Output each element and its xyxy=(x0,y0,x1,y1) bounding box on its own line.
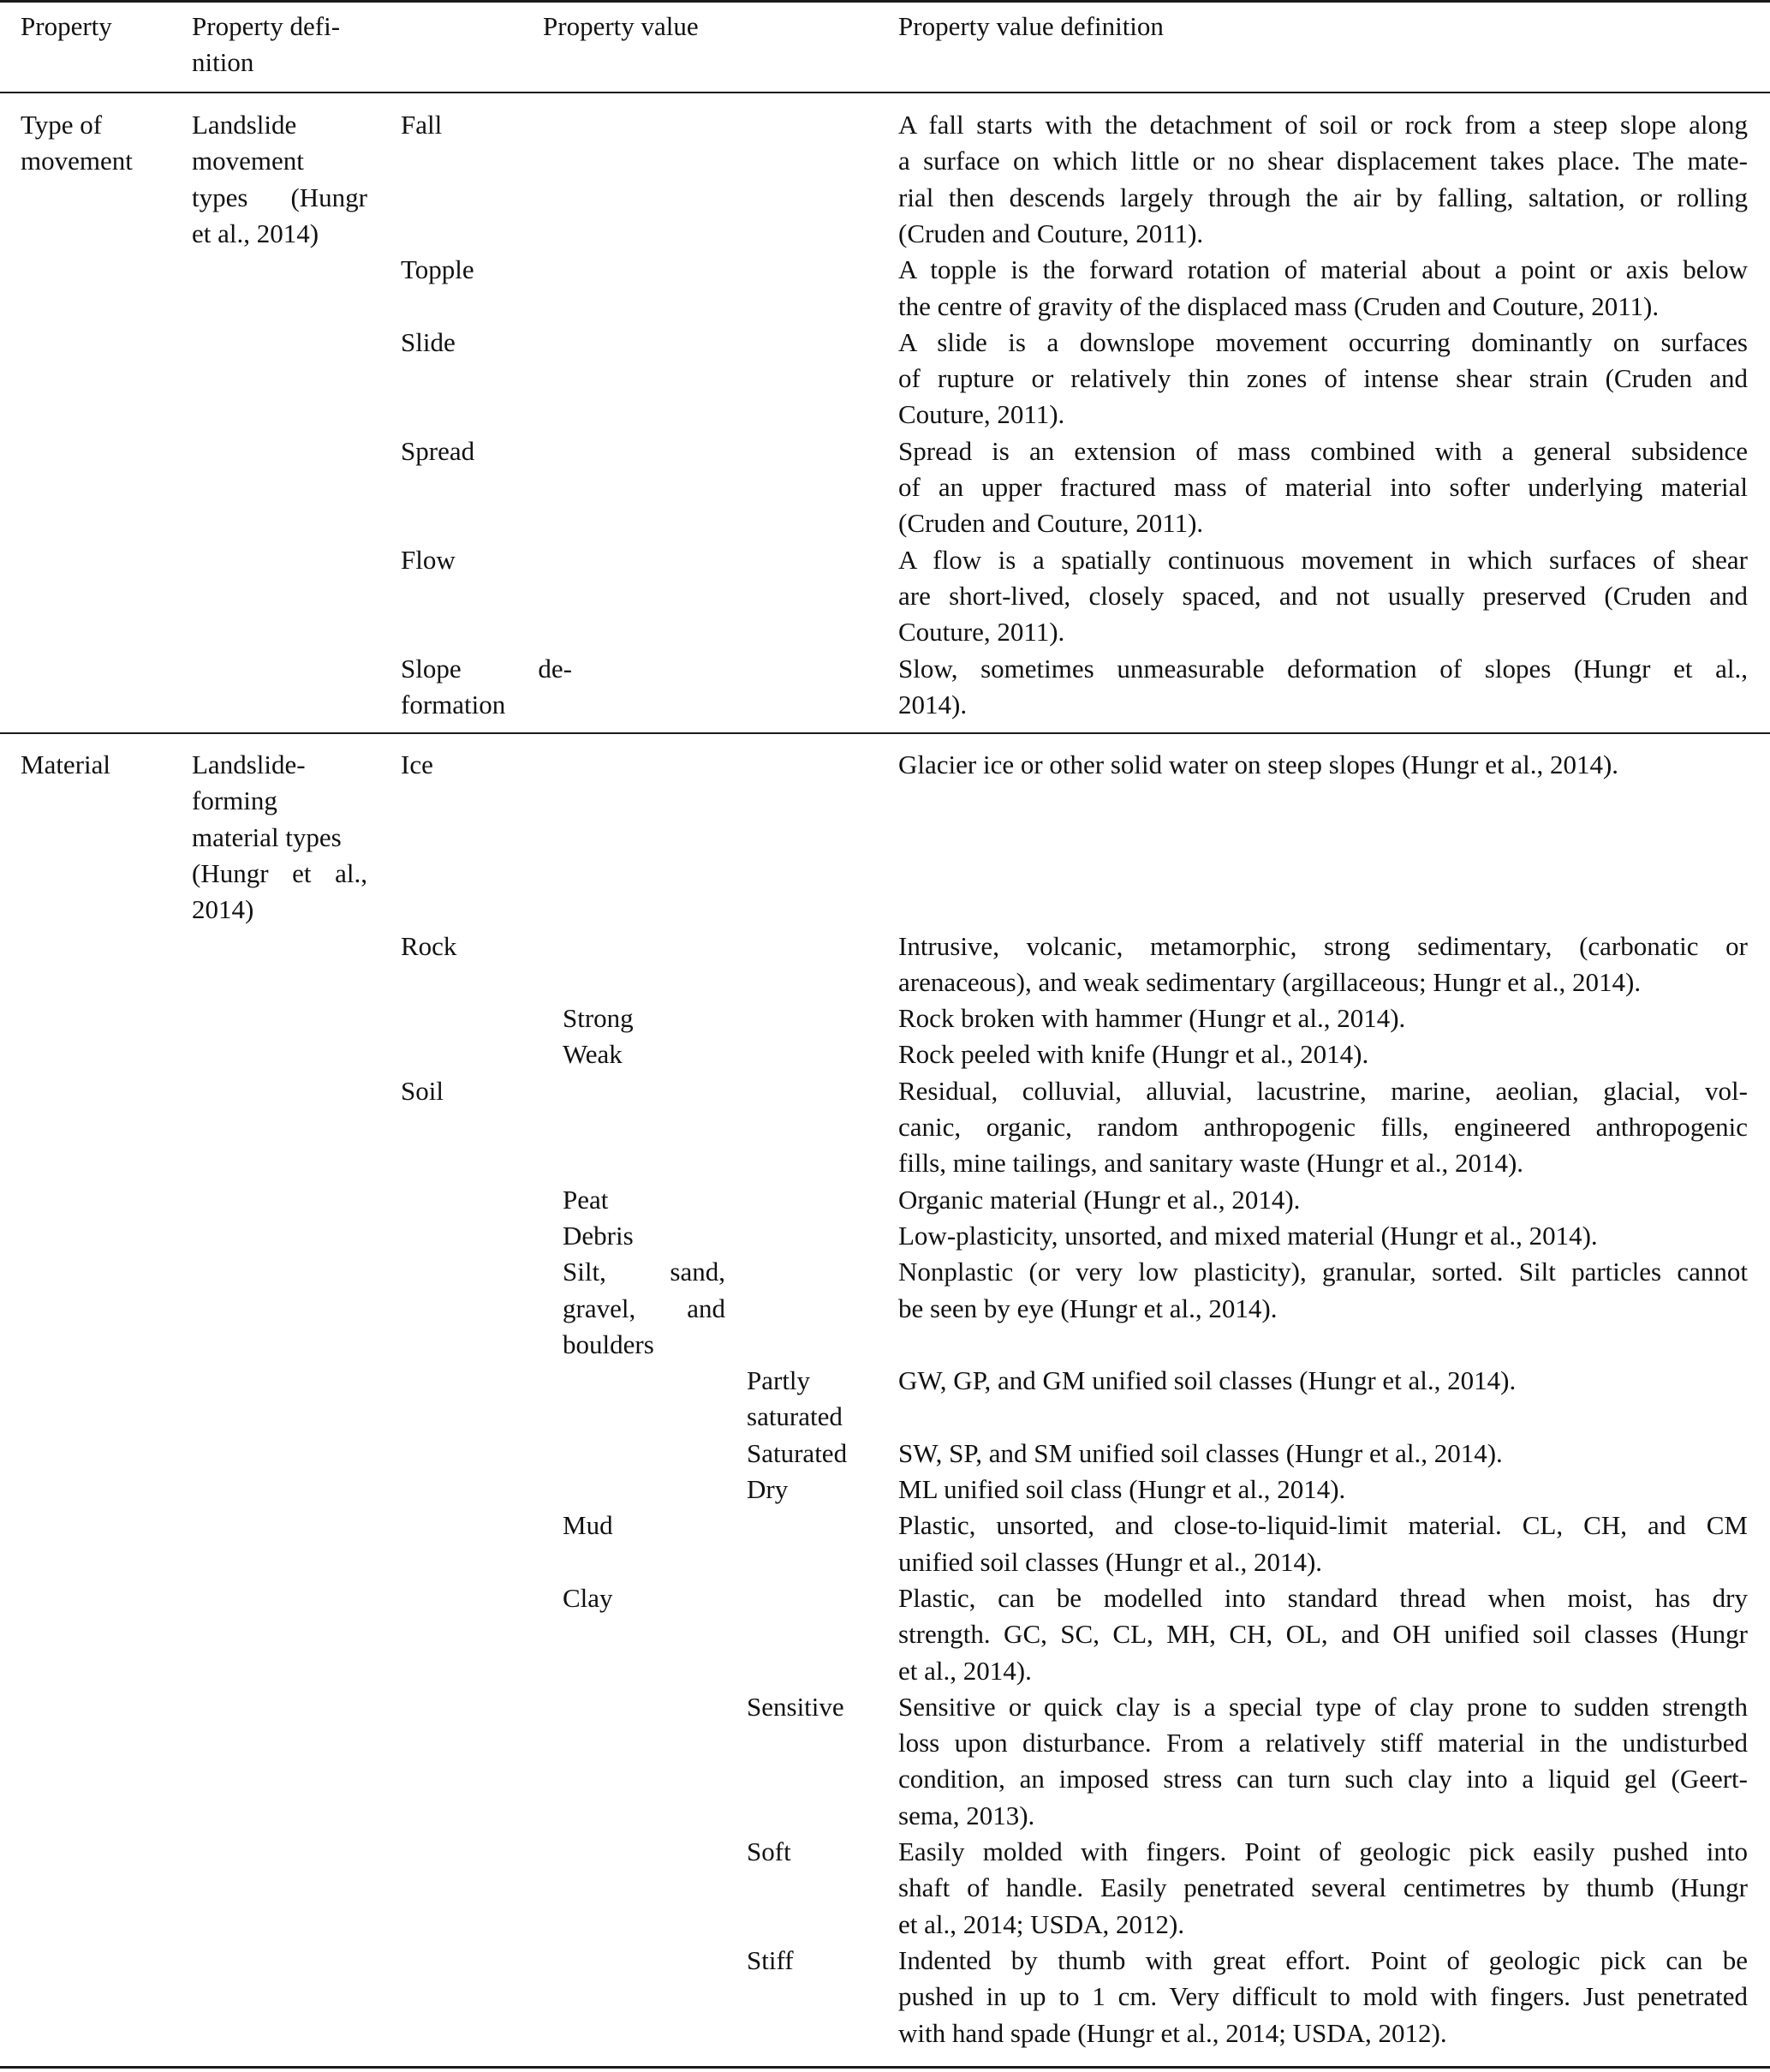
property-value-definition: condition, an imposed stress can turn such clay into a liquid gel (Geert- xyxy=(898,1764,1748,1794)
property-value-definition: with hand spade (Hungr et al., 2014; USDA, 2012). xyxy=(898,2017,1447,2048)
section-divider-rule xyxy=(0,732,1770,734)
property-value-definition: A slide is a downslope movement occurring dominantly on surfaces xyxy=(898,326,1748,357)
property-value: Silt, sand, xyxy=(563,1257,725,1287)
property-value: Dry xyxy=(747,1474,789,1504)
property-value: Soft xyxy=(747,1836,791,1866)
property-value: Flow xyxy=(401,544,456,575)
property-value-definition: (Cruden and Couture, 2011). xyxy=(898,218,1204,248)
property-value: Ice xyxy=(401,749,433,779)
property-value: Debris xyxy=(563,1220,634,1251)
property-value: Sensitive xyxy=(747,1691,844,1722)
property-value-definition: unified soil classes (Hungr et al., 2014). xyxy=(898,1546,1323,1577)
header-property-definition-line-1: Property defi- xyxy=(192,11,341,41)
section-property-definition: (Hungr et al., xyxy=(192,857,367,888)
section-property-definition: types (Hungr xyxy=(192,182,367,212)
property-value-definition: Indented by thumb with great effort. Point of geologic pick can be xyxy=(898,1944,1748,1975)
property-value-definition: Sensitive or quick clay is a special type of clay prone to sudden strength xyxy=(898,1691,1748,1722)
property-value-definition: et al., 2014). xyxy=(898,1655,1032,1686)
property-value: Rock xyxy=(401,930,457,961)
property-value: Slide xyxy=(401,326,456,357)
property-value-definition: (Cruden and Couture, 2011). xyxy=(898,508,1204,539)
table-bottom-rule xyxy=(0,2066,1770,2069)
property-value-definition: Slow, sometimes unmeasurable deformation of slopes (Hungr et al., xyxy=(898,653,1748,684)
section-property: movement xyxy=(21,146,133,176)
property-value-definition: SW, SP, and SM unified soil classes (Hungr et al., 2014). xyxy=(898,1437,1503,1468)
property-value: Saturated xyxy=(747,1437,848,1468)
property-value: Clay xyxy=(563,1582,613,1613)
property-value-definition: of an upper fractured mass of material into softer underlying material xyxy=(898,472,1748,502)
property-value-definition: Couture, 2011). xyxy=(898,399,1065,430)
property-value: Spread xyxy=(401,435,475,466)
property-value-definition: Low-plasticity, unsorted, and mixed material (Hungr et al., 2014). xyxy=(898,1220,1598,1251)
property-value-definition: fills, mine tailings, and sanitary waste (Hungr et al., 2014). xyxy=(898,1148,1524,1179)
property-value-definition: are short-lived, closely spaced, and not usually preserved (Cruden and xyxy=(898,580,1748,611)
property-value-definition: rial then descends largely through the air by falling, saltation, or rolling xyxy=(898,182,1748,212)
property-value: Peat xyxy=(563,1184,609,1215)
property-value-definition: Spread is an extension of mass combined with a general subsidence xyxy=(898,435,1748,466)
table-top-rule xyxy=(0,0,1770,3)
section-property-definition: Landslide xyxy=(192,110,297,140)
property-value: Topple xyxy=(401,254,474,285)
header-property-value: Property value xyxy=(543,11,699,41)
property-value-definition: a surface on which little or no shear displacement takes place. The mate- xyxy=(898,146,1748,176)
property-value-definition: shaft of handle. Easily penetrated several centimetres by thumb (Hungr xyxy=(898,1872,1748,1903)
property-value-definition: sema, 2013). xyxy=(898,1800,1035,1830)
property-value-definition: et al., 2014; USDA, 2012). xyxy=(898,1908,1185,1939)
section-property-definition: movement xyxy=(192,146,304,176)
property-value: saturated xyxy=(747,1401,843,1432)
property-value: Slope de- xyxy=(401,653,572,684)
property-value: boulders xyxy=(563,1329,654,1359)
property-value-definition: Plastic, can be modelled into standard thread when moist, has dry xyxy=(898,1582,1748,1613)
property-value: Mud xyxy=(563,1510,613,1541)
property-value-definition: of rupture or relatively thin zones of intense shear strain (Cruden and xyxy=(898,363,1748,394)
property-value: formation xyxy=(401,689,506,720)
header-property: Property xyxy=(21,11,112,41)
property-value-definition: Easily molded with fingers. Point of geologic pick easily pushed into xyxy=(898,1836,1748,1866)
section-property-definition: forming xyxy=(192,785,277,816)
property-value-definition: Rock peeled with knife (Hungr et al., 2014). xyxy=(898,1039,1369,1070)
property-value: Weak xyxy=(563,1039,623,1070)
property-value: Stiff xyxy=(747,1944,794,1975)
section-property-definition: Landslide- xyxy=(192,749,306,779)
section-property-definition: 2014) xyxy=(192,894,254,925)
property-value-definition: Organic material (Hungr et al., 2014). xyxy=(898,1184,1301,1215)
property-value-definition: A topple is the forward rotation of material about a point or axis below xyxy=(898,254,1748,285)
property-value: Soil xyxy=(401,1075,444,1106)
property-value-definition: Rock broken with hammer (Hungr et al., 2014). xyxy=(898,1003,1406,1034)
property-value-definition: Intrusive, volcanic, metamorphic, strong sedimentary, (carbonatic or xyxy=(898,930,1748,961)
property-value-definition: be seen by eye (Hungr et al., 2014). xyxy=(898,1293,1278,1323)
section-property-definition: material types xyxy=(192,821,342,852)
property-value-definition: Couture, 2011). xyxy=(898,617,1065,648)
property-value-definition: strength. GC, SC, CL, MH, CH, OL, and OH unified soil classes (Hungr xyxy=(898,1619,1748,1650)
property-value-definition: GW, GP, and GM unified soil classes (Hungr et al., 2014). xyxy=(898,1365,1517,1396)
property-value-definition: Glacier ice or other solid water on steep slopes (Hungr et al., 2014). xyxy=(898,749,1619,779)
property-value-definition: pushed in up to 1 cm. Very difficult to mold with fingers. Just penetrated xyxy=(898,1981,1748,2012)
header-property-definition-line-2: nition xyxy=(192,47,254,77)
property-value-definition: A fall starts with the detachment of soil or rock from a steep slope along xyxy=(898,110,1748,140)
section-property: Type of xyxy=(21,110,103,140)
property-value-definition: loss upon disturbance. From a relatively stiff material in the undisturbed xyxy=(898,1728,1748,1759)
property-value-definition: ML unified soil class (Hungr et al., 2014). xyxy=(898,1474,1346,1504)
property-value-definition: 2014). xyxy=(898,689,968,720)
property-value-definition: arenaceous), and weak sedimentary (argillaceous; Hungr et al., 2014). xyxy=(898,966,1642,997)
property-value-definition: canic, organic, random anthropogenic fills, engineered anthropogenic xyxy=(898,1112,1748,1142)
property-value: gravel, and xyxy=(563,1293,725,1323)
section-property: Material xyxy=(21,749,111,779)
property-value: Strong xyxy=(563,1003,634,1034)
property-value-definition: Plastic, unsorted, and close-to-liquid-limit material. CL, CH, and CM xyxy=(898,1510,1748,1541)
property-value-definition: Nonplastic (or very low plasticity), granular, sorted. Silt particles cannot xyxy=(898,1257,1748,1287)
property-value-definition: Residual, colluvial, alluvial, lacustrine, marine, aeolian, glacial, vol- xyxy=(898,1075,1748,1106)
property-value-definition: A flow is a spatially continuous movement in which surfaces of shear xyxy=(898,544,1748,575)
property-value: Fall xyxy=(401,110,443,140)
property-value: Partly xyxy=(747,1365,811,1396)
header-property-value-definition: Property value definition xyxy=(898,11,1164,41)
section-property-definition: et al., 2014) xyxy=(192,218,319,248)
property-value-definition: the centre of gravity of the displaced mass (Cruden and Couture, 2011). xyxy=(898,290,1660,321)
header-rule xyxy=(0,92,1770,93)
